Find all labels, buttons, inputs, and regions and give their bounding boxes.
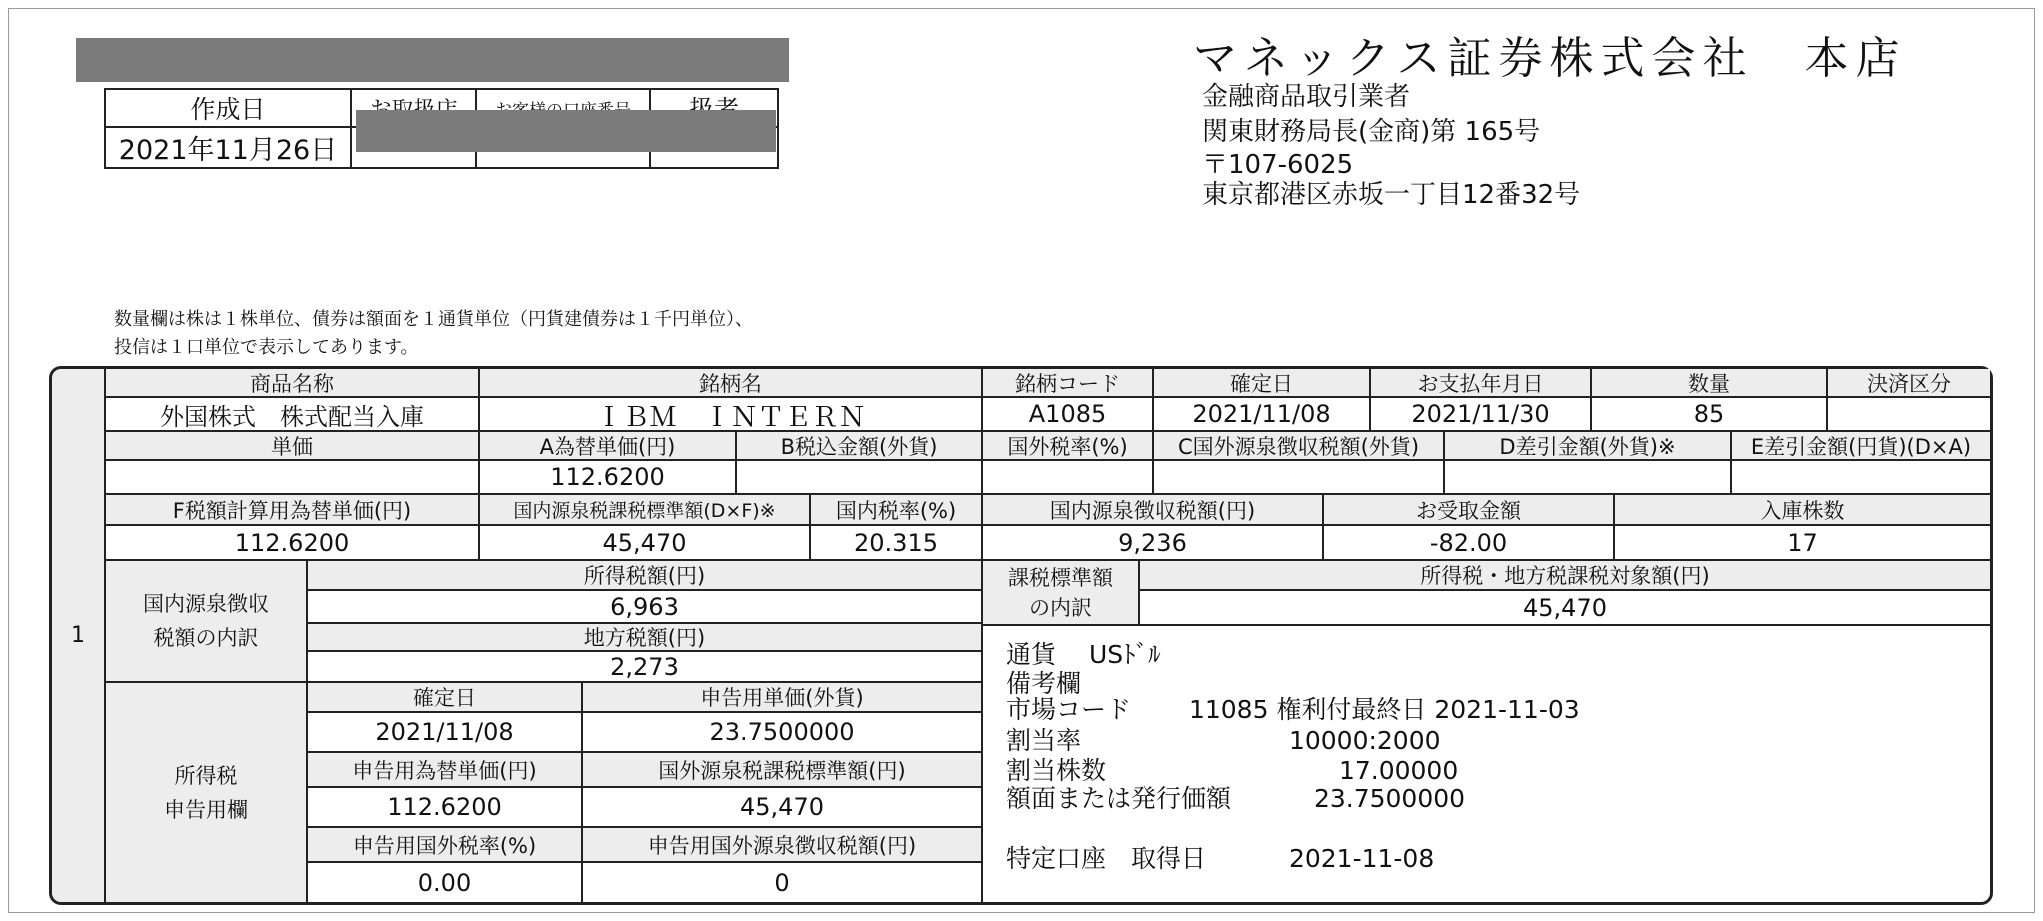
security-name-value: ＩＢＭ ＩＮＴＥＲＮ: [480, 398, 983, 432]
foreign-tax-base-value: 45,470: [583, 788, 983, 828]
declaration-date-header: 確定日: [308, 683, 583, 713]
foreign-tax-base-header: 国外源泉税課税標準額(円): [583, 753, 983, 788]
security-name-header: 銘柄名: [480, 369, 983, 398]
memo-face-value: 額面または発行価額 23.7500000: [1006, 784, 1466, 813]
declaration-date-value: 2021/11/08: [308, 713, 583, 753]
payment-date-value: 2021/11/30: [1371, 398, 1592, 432]
received-amount-header: お受取金額: [1324, 495, 1615, 526]
received-amount-value: -82.00: [1324, 526, 1615, 561]
company-postal-code: 〒107-6025: [1202, 150, 1354, 180]
company-registration-number: 関東財務局長(金商)第 165号: [1202, 117, 1541, 147]
product-name-header: 商品名称: [106, 369, 480, 398]
company-registration-type: 金融商品取引業者: [1202, 82, 1411, 112]
exchange-rate-header: A為替単価(円): [480, 432, 737, 461]
domestic-breakdown-label-line: 税額の内訳: [153, 626, 259, 650]
declaration-unit-price-header: 申告用単価(外貨): [583, 683, 983, 713]
note-line: 投信は１口単位で表示してあります。: [114, 337, 419, 358]
declaration-foreign-withholding-value: 0: [583, 863, 983, 902]
foreign-withholding-header: C国外源泉徴収税額(外貨): [1154, 432, 1445, 461]
domestic-tax-base-value: 45,470: [480, 526, 811, 561]
payment-date-header: お支払年月日: [1371, 369, 1592, 398]
net-amount-yen-value: [1732, 461, 1990, 495]
security-code-value: A1085: [983, 398, 1154, 432]
redaction-bar: [76, 38, 789, 82]
unit-price-value: [106, 461, 480, 495]
domestic-withholding-value: 9,236: [983, 526, 1324, 561]
declaration-foreign-tax-rate-value: 0.00: [308, 863, 583, 902]
declaration-foreign-withholding-header: 申告用国外源泉徴収税額(円): [583, 828, 983, 863]
income-tax-value: 6,963: [308, 591, 983, 624]
domestic-withholding-header: 国内源泉徴収税額(円): [983, 495, 1324, 526]
tax-calc-rate-header: F税額計算用為替単価(円): [106, 495, 480, 526]
declaration-label-line: 所得税: [174, 763, 238, 788]
memo-remarks-label: 備考欄: [1006, 669, 1082, 698]
foreign-tax-rate-header: 国外税率(%): [983, 432, 1154, 461]
net-amount-foreign-value: [1445, 461, 1732, 495]
local-tax-header: 地方税額(円): [308, 624, 983, 652]
shares-received-value: 17: [1615, 526, 1990, 561]
tax-calc-rate-value: 112.6200: [106, 526, 480, 561]
tax-base-value: 45,470: [1140, 591, 1990, 626]
local-tax-value: 2,273: [308, 652, 983, 683]
domestic-tax-rate-value: 20.315: [811, 526, 983, 561]
declaration-unit-price-value: 23.7500000: [583, 713, 983, 753]
memo-allotment-ratio: 割当率 10000:2000: [1006, 726, 1441, 755]
domestic-tax-base-header: 国内源泉税課税標準額(D×F)※: [480, 495, 811, 526]
memo-specific-account: 特定口座 取得日 2021-11-08: [1006, 844, 1435, 873]
security-code-header: 銘柄コード: [983, 369, 1154, 398]
header-created-date: 2021年11月26日: [105, 127, 351, 168]
memo-market-code: 市場コード 11085 権利付最終日 2021-11-03: [1006, 695, 1580, 724]
memo-allotted-shares: 割当株数 17.00000: [1006, 756, 1459, 785]
shares-received-header: 入庫株数: [1615, 495, 1990, 526]
header-created-date-label: 作成日: [105, 89, 351, 127]
declaration-foreign-tax-rate-header: 申告用国外税率(%): [308, 828, 583, 863]
memo-currency: 通貨 USﾄﾞﾙ: [1006, 640, 1161, 669]
unit-price-header: 単価: [106, 432, 480, 461]
settlement-date-value: 2021/11/08: [1154, 398, 1371, 432]
settlement-type-header: 決済区分: [1828, 369, 1990, 398]
row-number: 1: [52, 369, 106, 902]
income-tax-header: 所得税額(円): [308, 561, 983, 591]
gross-amount-foreign-value: [737, 461, 983, 495]
declaration-exchange-rate-header: 申告用為替単価(円): [308, 753, 583, 788]
tax-base-label-line: 課税標準額: [1008, 565, 1113, 590]
net-amount-foreign-header: D差引金額(外貨)※: [1445, 432, 1732, 461]
company-name: マネックス証券株式会社 本店: [1193, 33, 1907, 84]
quantity-header: 数量: [1592, 369, 1828, 398]
quantity-value: 85: [1592, 398, 1828, 432]
company-address: 東京都港区赤坂一丁目12番32号: [1202, 180, 1581, 210]
settlement-type-value: [1828, 398, 1990, 432]
tax-base-header: 所得税・地方税課税対象額(円): [1140, 561, 1990, 591]
tax-base-label-line: の内訳: [1029, 595, 1092, 620]
note-line: 数量欄は株は１株単位、債券は額面を１通貨単位（円貨建債券は１千円単位）、: [114, 309, 753, 330]
declaration-label-line: 申告用欄: [164, 797, 248, 822]
domestic-breakdown-label: [106, 561, 308, 683]
domestic-tax-rate-header: 国内税率(%): [811, 495, 983, 526]
declaration-exchange-rate-value: 112.6200: [308, 788, 583, 828]
redaction-bar: [356, 110, 776, 152]
domestic-breakdown-label-line: 国内源泉徴収: [143, 592, 269, 616]
net-amount-yen-header: E差引金額(円貨)(D×A): [1732, 432, 1990, 461]
foreign-tax-rate-value: [983, 461, 1154, 495]
exchange-rate-value: 112.6200: [480, 461, 737, 495]
settlement-date-header: 確定日: [1154, 369, 1371, 398]
declaration-label: [106, 683, 308, 902]
foreign-withholding-value: [1154, 461, 1445, 495]
gross-amount-foreign-header: B税込金額(外貨): [737, 432, 983, 461]
product-name-value: 外国株式 株式配当入庫: [106, 398, 480, 432]
tax-base-label: [983, 561, 1140, 626]
